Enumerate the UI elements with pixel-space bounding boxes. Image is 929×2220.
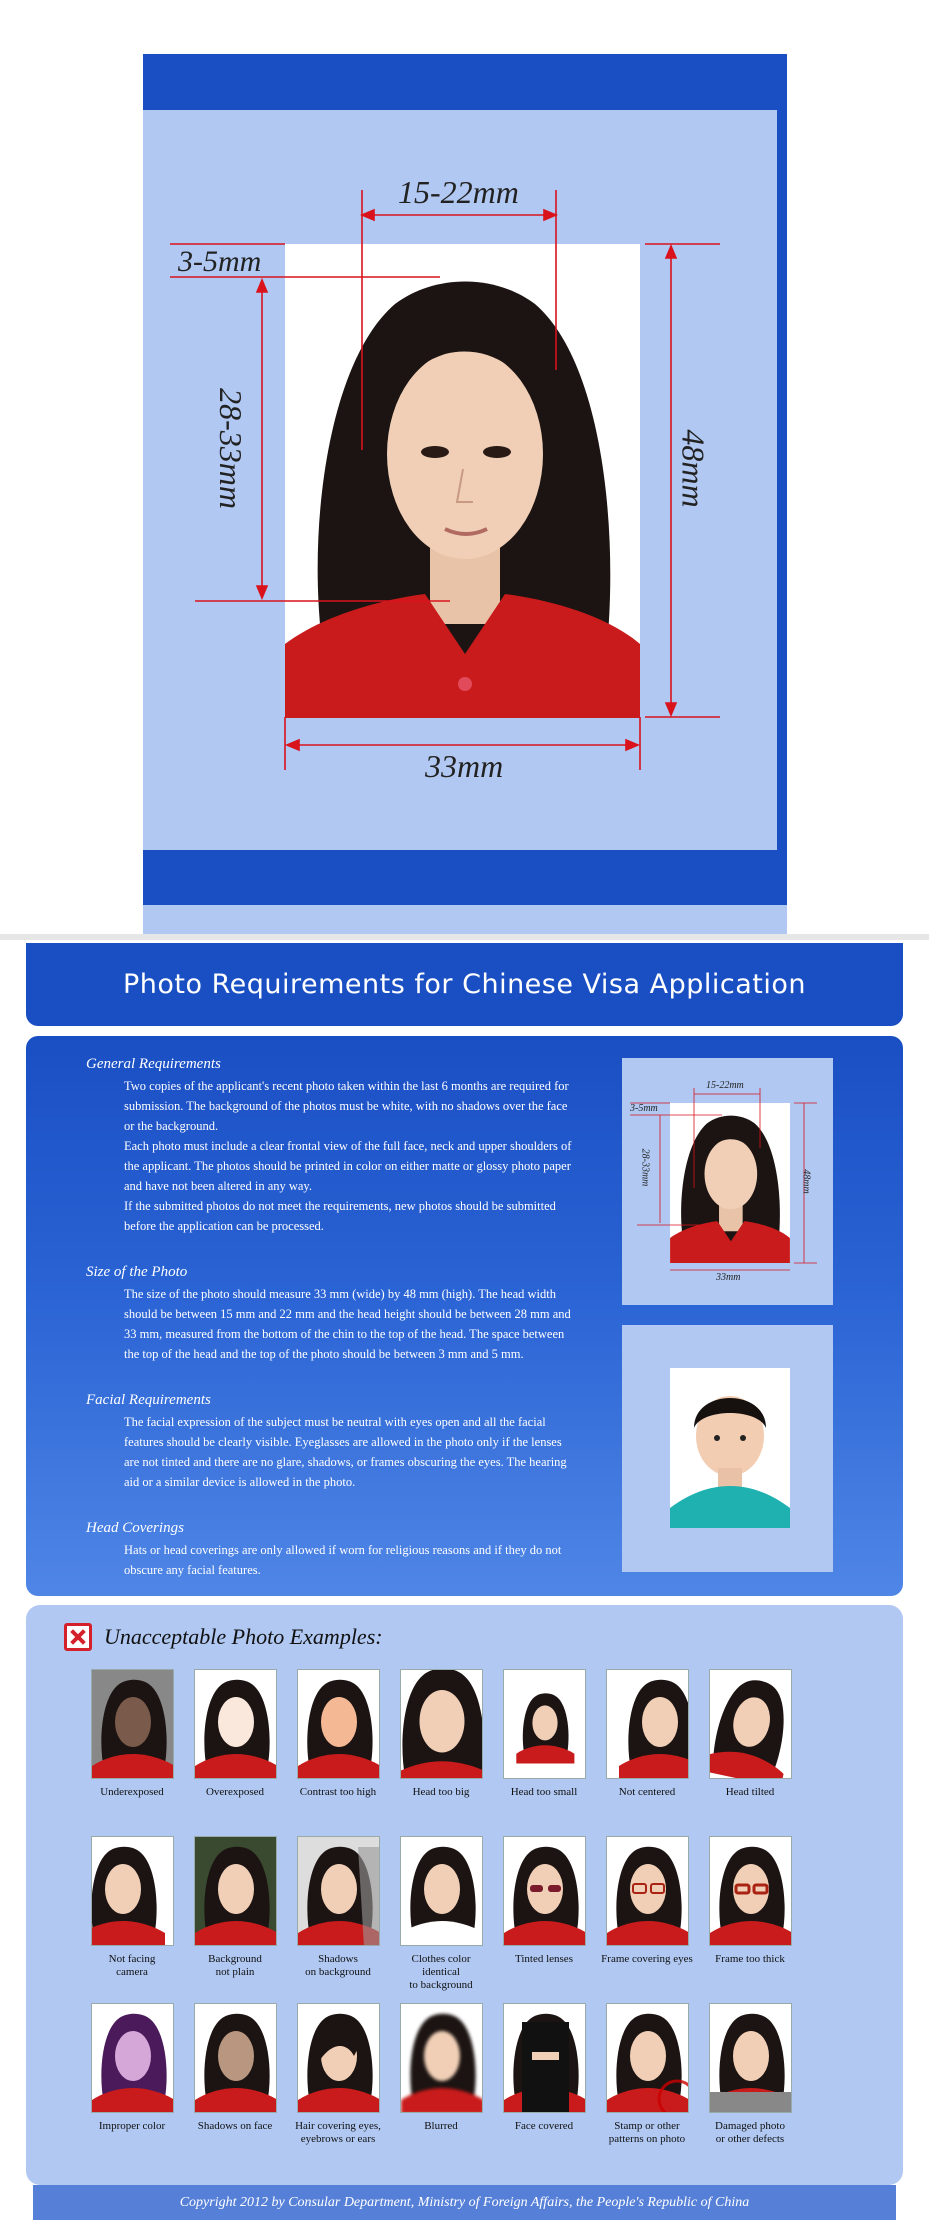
example-item (698, 1669, 802, 1799)
example-item (492, 1669, 596, 1799)
example-item (389, 1669, 493, 1799)
example-item (389, 2003, 493, 2133)
thumbnail-head-height-label: 28-33mm (639, 1148, 651, 1187)
paragraph: The size of the photo should measure 33 mm (wide) by 48 mm (high). The head width should be between 15 mm and 22 mm and the head height should be between 28 mm and 33 mm, measured from the bottom of the chin to the top of the head. The space between the top of the head and the top of the photo should be between 3 mm and 5 mm. (124, 1287, 571, 1361)
example-portrait (504, 2004, 586, 2113)
paragraph: The facial expression of the subject must be neutral with eyes open and all the facial features should be clearly visible. Eyeglasses are allowed in the photo only if the lenses are not tinted and there are no glare, shadows, or frames obscuring the eyes. The hearing aid or a similar device is allowed in the photo. (124, 1415, 567, 1489)
example-item (698, 2003, 802, 2146)
example-portrait (92, 1837, 174, 1946)
example-photo (400, 1836, 483, 1946)
example-photo (297, 2003, 380, 2113)
unacceptable-header (64, 1623, 383, 1651)
example-portrait (92, 1670, 174, 1779)
head-height-label: 28-33mm (212, 388, 249, 509)
example-photo (606, 1836, 689, 1946)
example-caption: Background not plain (208, 1953, 262, 1978)
example-caption: Hair covering eyes, eyebrows or ears (295, 2120, 381, 2145)
example-caption: Contrast too high (299, 1786, 377, 1798)
example-caption: Head too big (412, 1786, 470, 1798)
thumbnail-face-width-label: 15-22mm (706, 1080, 744, 1091)
example-caption: Face covered (514, 2120, 574, 2132)
example-portrait (195, 1837, 277, 1946)
paragraph: Two copies of the applicant's recent photo taken within the last 6 months are required for submission. The background of the photos must be white, with no shadows over the face or the background. (124, 1079, 569, 1133)
face-width-label: 15-22mm (398, 174, 519, 210)
section-heading: Size of the Photo (86, 1264, 188, 1280)
example-portrait (298, 1837, 380, 1946)
example-item (80, 1836, 184, 1979)
paragraph: Hats or head coverings are only allowed if worn for religious reasons and if they do not obscure any facial features. (124, 1543, 562, 1577)
paragraph: If the submitted photos do not meet the requirements, new photos should be submitted before the application can be processed. (124, 1199, 556, 1233)
example-caption: Shadows on face (197, 2120, 273, 2132)
section-heading: Head Coverings (86, 1520, 184, 1536)
example-caption: Not centered (618, 1786, 676, 1798)
example-item (286, 1836, 390, 1979)
section-heading: Facial Requirements (86, 1392, 211, 1408)
photo-width-label: 33mm (425, 748, 504, 784)
x-mark-icon (64, 1623, 92, 1651)
example-photo (606, 2003, 689, 2113)
thumbnail-photo-width-label: 33mm (716, 1272, 741, 1283)
thumbnail-photo-height-label: 48mm (800, 1169, 812, 1194)
page-title: Photo Requirements for Chinese Visa Application (123, 969, 806, 1000)
example-photo (297, 1836, 380, 1946)
example-photo (194, 2003, 277, 2113)
example-photo (194, 1836, 277, 1946)
section-heading: General Requirements (86, 1056, 221, 1072)
example-portrait (195, 2004, 277, 2113)
example-portrait (298, 1670, 380, 1779)
footer (33, 2185, 896, 2220)
example-caption: Overexposed (205, 1786, 265, 1798)
example-item (595, 2003, 699, 2146)
child-photo-thumbnail (622, 1325, 833, 1572)
facial-requirements (86, 1392, 576, 1492)
example-portrait (504, 1670, 586, 1779)
copyright-text: Copyright 2012 by Consular Department, Ministry of Foreign Affairs, the People's Republic of China (179, 2194, 750, 2210)
example-portrait (298, 2004, 380, 2113)
paragraph: Each photo must include a clear frontal view of the full face, neck and upper shoulders of the applicant. The photos should be printed in color on either matte or glossy photo paper and have not been altered in any way. (124, 1139, 572, 1193)
example-portrait (607, 1837, 689, 1946)
example-item (389, 1836, 493, 1992)
example-portrait (504, 1837, 586, 1946)
example-photo (709, 1836, 792, 1946)
example-caption: Underexposed (100, 1786, 164, 1798)
size-requirements (86, 1264, 576, 1364)
photo-height-label: 48mm (675, 429, 712, 508)
example-caption: Head tilted (725, 1786, 775, 1798)
example-photo (503, 2003, 586, 2113)
example-photo (709, 1669, 792, 1779)
example-caption: Stamp or other patterns on photo (608, 2120, 686, 2145)
child-portrait-illustration (670, 1368, 790, 1528)
example-photo (400, 2003, 483, 2113)
size-diagram-thumbnail (622, 1058, 833, 1305)
example-item (595, 1836, 699, 1966)
example-photo (297, 1669, 380, 1779)
section-divider (0, 934, 929, 940)
child-photo (670, 1368, 790, 1528)
example-portrait (710, 2004, 792, 2113)
example-portrait (607, 1670, 689, 1779)
example-caption: Clothes color identical to background (409, 1953, 473, 1991)
requirements-text (86, 1056, 576, 1608)
example-photo (91, 2003, 174, 2113)
example-portrait (401, 2004, 483, 2113)
top-gap-label: 3-5mm (178, 245, 262, 278)
example-photo (709, 2003, 792, 2113)
example-photo (91, 1669, 174, 1779)
example-photo (503, 1836, 586, 1946)
example-caption: Not facing camera (108, 1953, 156, 1978)
example-photo (194, 1669, 277, 1779)
example-photo (606, 1669, 689, 1779)
example-photo (400, 1669, 483, 1779)
example-caption: Damaged photo or other defects (715, 2120, 785, 2145)
example-item (183, 2003, 287, 2133)
example-item (492, 2003, 596, 2133)
example-item (698, 1836, 802, 1966)
example-portrait (401, 1670, 483, 1779)
dimension-lines (0, 0, 929, 940)
example-caption: Tinted lenses (515, 1953, 573, 1965)
example-item (595, 1669, 699, 1799)
example-caption: Improper color (98, 2120, 166, 2132)
example-item (80, 1669, 184, 1799)
example-portrait (607, 2004, 689, 2113)
example-portrait (92, 2004, 174, 2113)
example-portrait (710, 1837, 792, 1946)
unacceptable-panel (26, 1605, 903, 2185)
example-item (286, 1669, 390, 1799)
general-requirements (86, 1056, 576, 1236)
title-bar (26, 943, 903, 1026)
example-portrait (710, 1670, 792, 1779)
example-item (183, 1836, 287, 1979)
example-caption: Frame too thick (715, 1953, 785, 1965)
example-caption: Blurred (424, 2120, 458, 2132)
example-caption: Frame covering eyes (601, 1953, 693, 1965)
thumbnail-top-gap-label: 3-5mm (630, 1103, 658, 1114)
requirements-panel (26, 1036, 903, 1596)
example-caption: Head too small (510, 1786, 578, 1798)
example-item (492, 1836, 596, 1966)
example-item (286, 2003, 390, 2146)
unacceptable-title: Unacceptable Photo Examples: (104, 1624, 383, 1649)
example-portrait (401, 1837, 483, 1946)
example-caption: Shadows on background (305, 1953, 371, 1978)
example-item (80, 2003, 184, 2133)
example-portrait (195, 1670, 277, 1779)
example-photo (91, 1836, 174, 1946)
example-photo (503, 1669, 586, 1779)
example-item (183, 1669, 287, 1799)
head-coverings (86, 1520, 576, 1580)
